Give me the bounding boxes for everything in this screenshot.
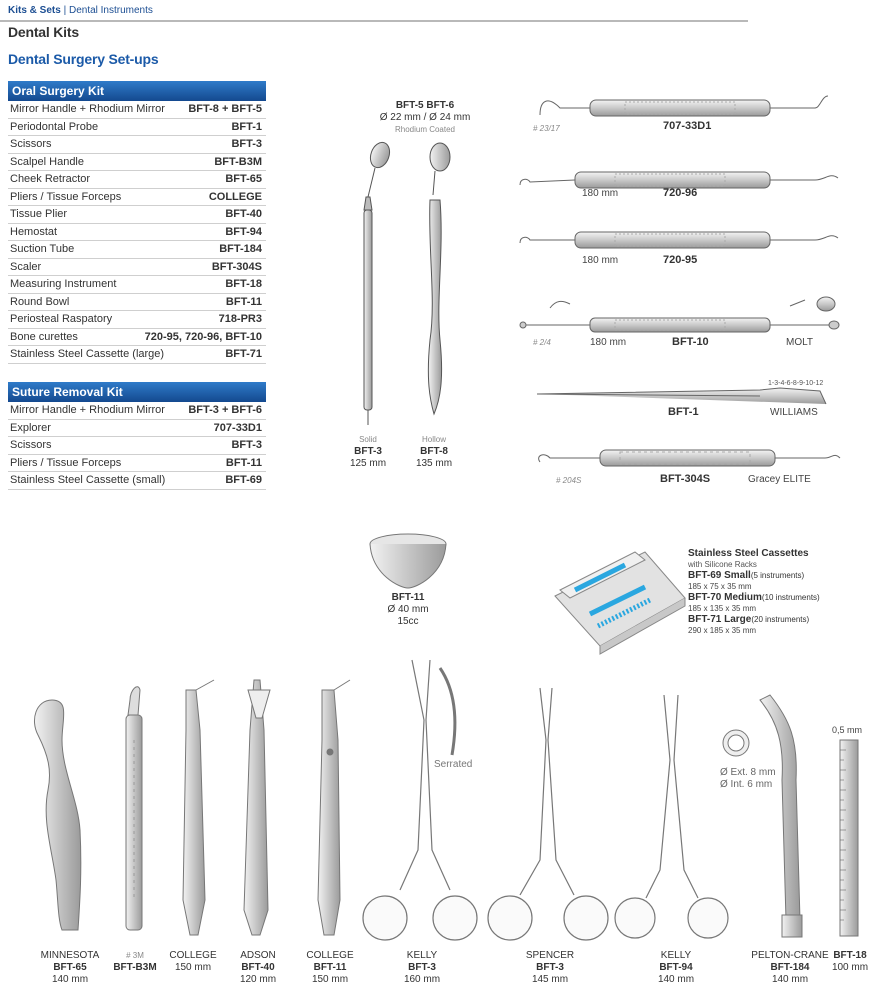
tool-length: 140 mm [657,974,695,985]
suction-dims [720,767,776,791]
cassette-code: BFT-70 Medium [688,592,762,603]
curette-bft10-icon [520,297,839,332]
kit-item-name: Round Bowl [10,295,70,308]
curette-code: BFT-304S [660,473,711,485]
tool-code: BFT-184 [770,962,810,973]
tool-name: PELTON-CRANE [751,950,829,961]
serrated-note: Serrated [434,759,473,770]
cassette-item [688,614,820,636]
tool-code: BFT-18 [833,950,867,961]
cassette-count: (20 instruments) [751,615,810,624]
curette-name: Gracey ELITE [748,474,811,485]
tool-length: 150 mm [174,962,212,973]
curette-length: 180 mm [582,188,619,199]
curette-code: BFT-1 [668,406,699,418]
cassettes-subtitle: with Silicone Racks [688,560,757,569]
kit-item-name: Periosteal Raspatory [10,313,113,325]
kit-item-code: BFT-11 [225,295,262,308]
mirror-solid-type: Solid [359,435,377,444]
tool-name: KELLY [406,950,438,961]
tool-name: MINNESOTA [40,950,100,961]
cassette-code: BFT-69 Small [688,570,751,581]
curette-code: 707-33D1 [663,120,712,132]
breadcrumb-section[interactable]: Kits & Sets [8,5,61,16]
cassette-size: 290 x 185 x 35 mm [688,626,757,635]
kit-item-name: Tissue Plier [10,208,68,220]
kit-item-name: Mirror Handle + Rhodium Mirror [10,404,165,416]
tool-code: BFT-11 [313,962,347,973]
cassette-size: 185 x 135 x 35 mm [688,604,757,613]
kit-item-code: 707-33D1 [213,421,262,434]
mirror-solid-length: 125 mm [349,458,387,469]
kit-item-code: BFT-3 [231,439,262,451]
page-title: Dental Kits [8,24,79,40]
kit-item-code: BFT-3 [231,138,262,150]
oral-kit-title: Oral Surgery Kit [8,81,266,101]
tool-length: 120 mm [239,974,277,985]
mirror-hollow-length: 135 mm [415,458,453,469]
cassette-count: (5 instruments) [750,571,805,580]
cassette-item [688,592,820,614]
suction-int: Ø Int. 6 mm [720,779,773,790]
kit-item-code: BFT-94 [225,225,262,238]
suction-ext: Ø Ext. 8 mm [720,767,776,778]
tool-label [218,950,298,986]
curette-name: MOLT [786,337,814,348]
curette-no: # 204S [556,476,582,485]
tool-label [636,950,716,986]
mirror-hollow-code: BFT-8 [420,446,448,457]
kit-item-name: Periodontal Probe [10,120,99,133]
kit-item-name: Suction Tube [10,243,75,255]
cassette-code: BFT-71 Large [688,614,752,625]
tool-length: 160 mm [403,974,441,985]
cassettes-title: Stainless Steel Cassettes [688,548,809,559]
kit-item-code: BFT-304S [211,260,262,273]
spencer-scissors-icon [488,688,608,940]
kit-item-code: BFT-71 [225,348,262,360]
kit-item-name: Scaler [10,260,42,273]
kelly-hemostat-icon [615,695,728,938]
tool-name: # 3M [126,951,144,960]
tool-code: BFT-B3M [113,962,157,973]
kit-item-name: Scissors [10,439,52,451]
tool-name: ADSON [240,950,276,961]
kit-item-name: Measuring Instrument [10,278,117,290]
cassette-count: (10 instruments) [761,593,820,602]
tool-length: 140 mm [771,974,809,985]
kit-item-name: Stainless Steel Cassette (small) [10,474,166,486]
tool-label [510,950,590,986]
kit-item-code: COLLEGE [208,190,262,203]
probe-scale: 1-3-4-6-8-9-10-12 [768,380,824,387]
kit-item-code: BFT-3 + BFT-6 [188,404,262,416]
scalpel-handle-icon [126,687,142,930]
kit-item-name: Bone curettes [10,330,78,343]
tool-code: BFT-65 [53,962,87,973]
tool-code: BFT-94 [659,962,693,973]
cheek-retractor-icon [34,700,80,930]
breadcrumb-page[interactable]: Dental Instruments [68,5,153,16]
tool-label [290,950,370,986]
college-forceps-icon [183,680,214,935]
mirror-hollow-icon [428,143,450,414]
kelly-scissors-icon [363,660,477,940]
curette-no: # 23/17 [533,124,560,133]
cassette-size: 185 x 75 x 35 mm [688,582,752,591]
cassette-item [688,570,820,592]
tool-name: KELLY [660,950,692,961]
kit-item-code: BFT-40 [225,208,262,220]
bowl-label [373,592,443,628]
kit-item-name: Mirror Handle + Rhodium Mirror [10,103,165,115]
kit-item-name: Cheek Retractor [10,173,91,185]
tool-code: BFT-3 [536,962,564,973]
page-subtitle: Dental Surgery Set-ups [8,51,159,67]
tool-code: BFT-3 [408,962,436,973]
tool-name: COLLEGE [306,950,354,961]
bowl-volume: 15cc [397,616,419,627]
college-forceps-bft11-icon [318,680,350,935]
kit-item-code: BFT-69 [225,474,262,486]
kit-item-code: BFT-B3M [214,155,262,168]
mirror-codes: BFT-5 BFT-6 [395,100,455,111]
cassettes-info [688,548,820,636]
tool-name: SPENCER [525,950,575,961]
curette-707-icon [540,96,828,116]
cassette-icon [555,552,685,654]
mirror-sizes: Ø 22 mm / Ø 24 mm [379,112,471,123]
tool-label [810,950,878,974]
curette-code: 720-95 [663,254,698,266]
probe-bft1-icon [537,388,826,404]
mirror-coating: Rhodium Coated [394,125,456,134]
adson-forceps-icon [244,680,270,935]
mirror-solid-label [343,434,393,470]
kit-item-name: Hemostat [10,225,58,238]
curette-name: WILLIAMS [770,407,818,418]
curette-720-96-icon [520,172,838,188]
mirror-solid-code: BFT-3 [354,446,382,457]
kit-item-code: BFT-11 [225,456,262,469]
curette-code: 720-96 [663,187,698,199]
ruler-top-label: 0,5 mm [832,725,863,735]
kit-item-code: BFT-1 [231,120,262,133]
tool-name: COLLEGE [169,950,217,961]
curette-length: 180 mm [590,337,627,348]
tool-length: 145 mm [531,974,569,985]
kit-item-code: BFT-18 [225,278,262,290]
curette-no: # 2/4 [533,338,551,347]
kit-item-code: BFT-8 + BFT-5 [188,103,262,115]
kit-item-code: BFT-184 [219,243,262,255]
suction-tube-icon [723,695,802,937]
tool-length: 140 mm [51,974,89,985]
kit-item-code: BFT-65 [225,173,262,185]
curette-720-95-icon [520,232,838,248]
tool-length: 150 mm [311,974,349,985]
tool-code: BFT-40 [241,962,275,973]
mirror-solid-icon [364,140,393,425]
kit-item-name: Scalpel Handle [10,155,84,168]
curette-code: BFT-10 [672,336,709,348]
suture-kit-title: Suture Removal Kit [8,382,266,402]
mirror-hollow-label [409,434,459,470]
ruler-icon [840,740,858,936]
kit-item-name: Scissors [10,138,52,150]
kit-item-name: Explorer [10,421,51,434]
kit-item-name: Pliers / Tissue Forceps [10,456,122,469]
kit-item-code: 720-95, 720-96, BFT-10 [144,330,262,343]
mirror-hollow-type: Hollow [421,435,446,444]
bowl-code: BFT-11 [391,592,425,603]
kit-item-name: Pliers / Tissue Forceps [10,190,122,203]
mirror-label [370,100,480,136]
kit-item-name: Stainless Steel Cassette (large) [10,348,165,360]
scaler-bft304s-icon [539,450,840,466]
bowl-size: Ø 40 mm [387,604,429,615]
kit-item-code: 718-PR3 [218,313,262,325]
tool-length: 100 mm [831,962,869,973]
curette-length: 180 mm [582,255,619,266]
tool-label [382,950,462,986]
breadcrumb-sep: | [63,5,67,16]
round-bowl-icon [370,534,446,588]
